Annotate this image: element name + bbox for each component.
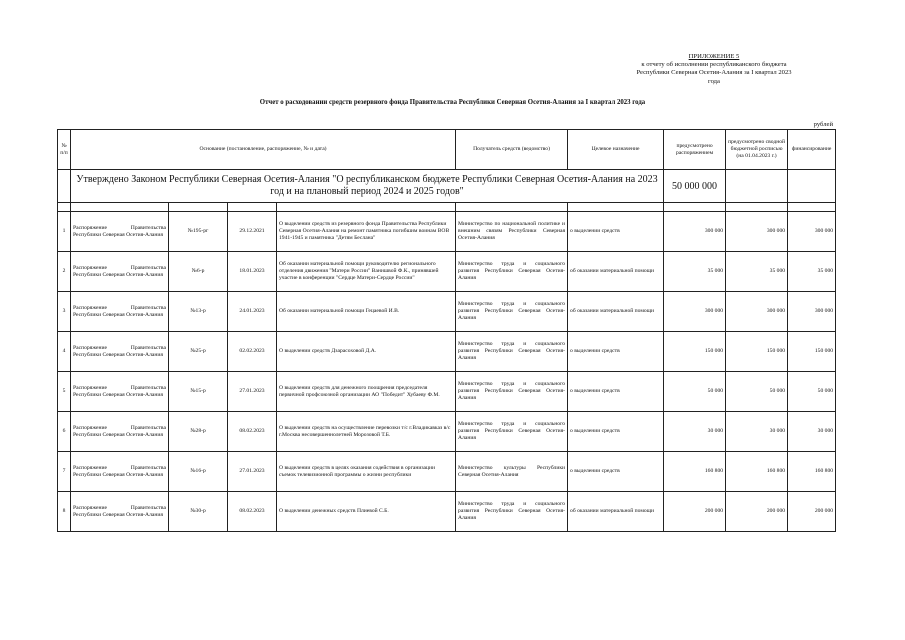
row-financed: 300 000 <box>788 292 836 332</box>
row-description: О выделении средств на осуществление перевозки т/с г.Владикавказ в/с г.Москва несовершеннолетней Морозовой Т.Б. <box>277 412 456 452</box>
table-row <box>58 252 836 292</box>
row-financed: 150 000 <box>788 332 836 372</box>
appendix-line-3: года <box>708 77 720 85</box>
row-document-number: №25-р <box>169 332 228 372</box>
row-number: 4 <box>58 332 71 372</box>
row-description: Об оказании материальной помощи руководителю регионального отделения движения "Матери России" Ванишвой Ф.К., принявшей участие в конференции "Сердце Матери-Сердце России" <box>277 252 456 292</box>
row-purpose: о выделении средств <box>568 372 664 412</box>
row-purpose: об оказании материальной помощи <box>568 252 664 292</box>
row-document-type: Распоряжение Правительства Республики Северная Осетия-Алания <box>71 252 169 292</box>
row-document-date: 27.01.2023 <box>228 372 277 412</box>
row-received: 35 000 <box>726 252 788 292</box>
appendix-title: ПРИЛОЖЕНИЕ 5 <box>688 53 740 60</box>
table-row <box>58 332 836 372</box>
row-planned: 150 000 <box>664 332 726 372</box>
row-document-date: 08.02.2023 <box>228 492 277 532</box>
header-planned: предусмотрено распоряжением <box>664 130 726 170</box>
header-received: предусмотрено сводной бюджетной росписью (на 01.04.2023 г.) <box>726 130 788 170</box>
row-document-type: Распоряжение Правительства Республики Северная Осетия-Алания <box>71 492 169 532</box>
row-received: 300 000 <box>726 212 788 252</box>
row-document-date: 24.01.2023 <box>228 292 277 332</box>
row-financed: 160 800 <box>788 452 836 492</box>
table-row <box>58 372 836 412</box>
header-row <box>58 130 836 170</box>
row-financed: 30 000 <box>788 412 836 452</box>
row-document-type: Распоряжение Правительства Республики Северная Осетия-Алания <box>71 412 169 452</box>
row-recipient: Министерство культуры Республики Северная Осетия-Алания <box>456 452 568 492</box>
row-recipient: Министерство труда и социального развития Республики Северная Осетия-Алания <box>456 252 568 292</box>
row-purpose: о выделении средств <box>568 452 664 492</box>
row-recipient: Министерство труда и социального развития Республики Северная Осетия-Алания <box>456 372 568 412</box>
row-received: 30 000 <box>726 412 788 452</box>
row-number: 2 <box>58 252 71 292</box>
row-financed: 200 000 <box>788 492 836 532</box>
table-row <box>58 412 836 452</box>
row-received: 150 000 <box>726 332 788 372</box>
row-document-number: №15-р <box>169 372 228 412</box>
row-description: Об оказании материальной помощи Гецаевой И.В. <box>277 292 456 332</box>
row-recipient: Министерство труда и социального развития Республики Северная Осетия-Алания <box>456 492 568 532</box>
row-number: 3 <box>58 292 71 332</box>
row-planned: 300 000 <box>664 292 726 332</box>
row-document-type: Распоряжение Правительства Республики Северная Осетия-Алания <box>71 332 169 372</box>
appendix-block <box>599 53 829 86</box>
law-text: Утверждено Законом Республики Северная Осетия-Алания "О республиканском бюджете Республики Северная Осетия-Алания на 2023 год и на плановый период 2024 и 2025 годов" <box>71 170 664 203</box>
row-planned: 160 800 <box>664 452 726 492</box>
row-financed: 50 000 <box>788 372 836 412</box>
row-document-date: 27.01.2023 <box>228 452 277 492</box>
report-table <box>57 129 836 532</box>
row-number: 5 <box>58 372 71 412</box>
row-document-date: 29.12.2021 <box>228 212 277 252</box>
row-financed: 35 000 <box>788 252 836 292</box>
row-document-date: 08.02.2023 <box>228 412 277 452</box>
row-document-number: №195-рг <box>169 212 228 252</box>
appendix-line-2: Республики Северная Осетия-Алания за I квартал 2023 <box>636 69 792 77</box>
law-empty-cell <box>58 170 71 203</box>
row-received: 300 000 <box>726 292 788 332</box>
row-document-number: №30-р <box>169 492 228 532</box>
row-planned: 300 000 <box>664 212 726 252</box>
law-sum: 50 000 000 <box>664 170 726 203</box>
row-document-number: №16-р <box>169 452 228 492</box>
row-description: О выделении средств Дзарасоховой Д.А. <box>277 332 456 372</box>
row-recipient: Министерство труда и социального развития Республики Северная Осетия-Алания <box>456 332 568 372</box>
appendix-line-1: к отчету об исполнении республиканского бюджета <box>641 61 787 69</box>
law-row <box>58 170 836 203</box>
header-document: Основание (постановление, распоряжение, № и дата) <box>71 130 456 170</box>
table-row <box>58 492 836 532</box>
row-purpose: о выделении средств <box>568 332 664 372</box>
row-description: О выделении средств из резервного фонда Правительства Республики Северная Осетия-Алания на ремонт памятника погибшим воинам ВОВ 1941-1945 и памятника "Детям Беслана" <box>277 212 456 252</box>
row-recipient: Министерство труда и социального развития Республики Северная Осетия-Алания <box>456 292 568 332</box>
row-document-date: 02.02.2023 <box>228 332 277 372</box>
row-document-number: №28-р <box>169 412 228 452</box>
row-received: 160 800 <box>726 452 788 492</box>
row-document-number: №6-р <box>169 252 228 292</box>
row-number: 1 <box>58 212 71 252</box>
row-description: О выделении средств для денежного поощрения председателя первичной профсоюзной организации АО "Победит" Хубаеву Ф.М. <box>277 372 456 412</box>
row-description: О выделении средств в целях оказания содействия в организации съемок телевизионной программы о жизни республики <box>277 452 456 492</box>
row-document-type: Распоряжение Правительства Республики Северная Осетия-Алания <box>71 452 169 492</box>
row-purpose: об оказании материальной помощи <box>568 292 664 332</box>
header-recipient: Получатель средств (ведомство) <box>456 130 568 170</box>
row-recipient: Министерство по национальной политике и внешним связям Республики Северная Осетия-Алания <box>456 212 568 252</box>
law-empty-cell <box>726 170 788 203</box>
header-num: № п/п <box>58 130 71 170</box>
table-row <box>58 212 836 252</box>
row-purpose: о выделении средств <box>568 412 664 452</box>
law-empty-cell <box>788 170 836 203</box>
row-document-type: Распоряжение Правительства Республики Северная Осетия-Алания <box>71 292 169 332</box>
row-number: 7 <box>58 452 71 492</box>
row-planned: 30 000 <box>664 412 726 452</box>
row-purpose: об оказании материальной помощи <box>568 492 664 532</box>
spacer-row <box>58 203 836 212</box>
row-document-type: Распоряжение Правительства Республики Северная Осетия-Алания <box>71 372 169 412</box>
table-row <box>58 292 836 332</box>
row-document-date: 18.01.2023 <box>228 252 277 292</box>
row-description: О выделении денежных средств Плиевой С.Б. <box>277 492 456 532</box>
row-number: 8 <box>58 492 71 532</box>
row-recipient: Министерство труда и социального развития Республики Северная Осетия-Алания <box>456 412 568 452</box>
document-title: Отчет о расходовании средств резервного фонда Правительства Республики Северная Осетия-Алания за I квартал 2023 года <box>259 99 646 106</box>
row-document-number: №13-р <box>169 292 228 332</box>
row-received: 200 000 <box>726 492 788 532</box>
row-number: 6 <box>58 412 71 452</box>
header-financed: финансирование <box>788 130 836 170</box>
table-row <box>58 452 836 492</box>
row-planned: 200 000 <box>664 492 726 532</box>
header-purpose: Целевое назначение <box>568 130 664 170</box>
row-purpose: о выделении средств <box>568 212 664 252</box>
unit-label: рублей <box>813 121 833 128</box>
row-planned: 35 000 <box>664 252 726 292</box>
row-document-type: Распоряжение Правительства Республики Северная Осетия-Алания <box>71 212 169 252</box>
row-planned: 50 000 <box>664 372 726 412</box>
row-received: 50 000 <box>726 372 788 412</box>
row-financed: 300 000 <box>788 212 836 252</box>
